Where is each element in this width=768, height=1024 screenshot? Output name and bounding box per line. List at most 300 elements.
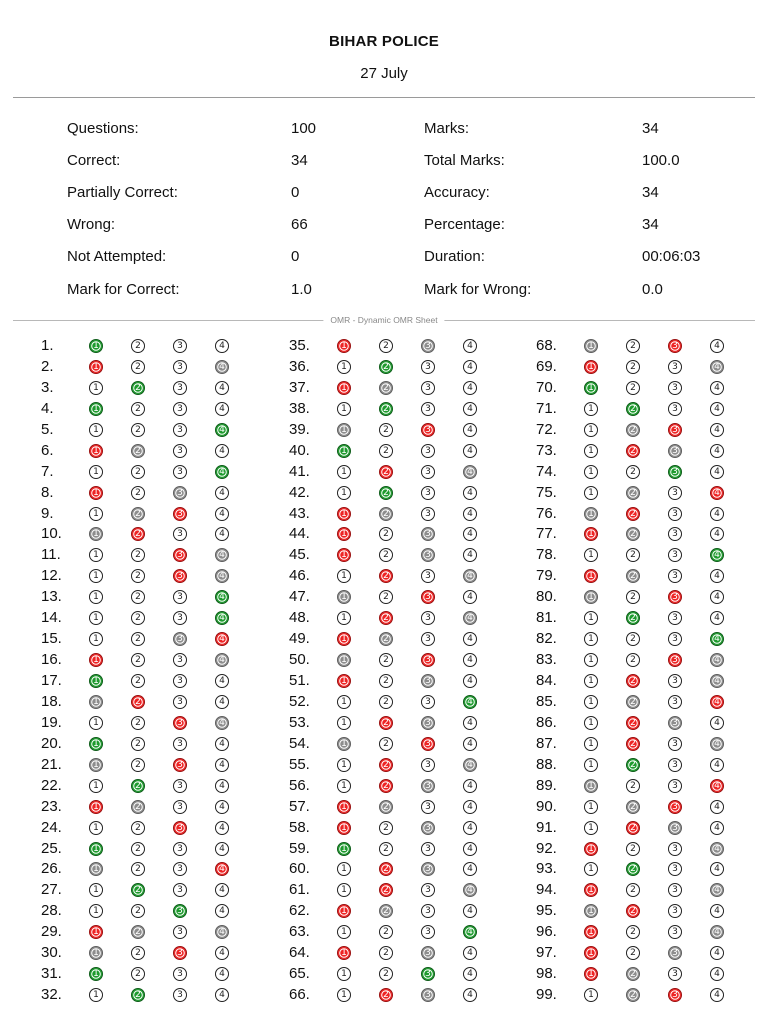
option-bubble-2: 2	[131, 779, 145, 793]
option-bubble-1: 1	[89, 486, 103, 500]
option-bubble-4: 4	[215, 695, 229, 709]
question-row	[536, 692, 768, 713]
option-bubble-2: 2	[379, 507, 393, 521]
option-bubble-4: 4	[463, 423, 477, 437]
question-number: 26.	[41, 860, 62, 878]
question-column-2	[289, 336, 539, 1006]
option-bubble-2: 2	[131, 946, 145, 960]
option-bubble-4: 4	[215, 737, 229, 751]
option-bubble-3: 3	[668, 716, 682, 730]
question-row	[536, 818, 768, 839]
option-bubble-4: 4	[463, 611, 477, 625]
question-number: 10.	[41, 525, 62, 543]
question-row	[289, 671, 539, 692]
question-number: 14.	[41, 609, 62, 627]
question-row	[289, 608, 539, 629]
option-bubble-3: 3	[421, 988, 435, 1002]
option-bubble-1: 1	[89, 800, 103, 814]
option-bubble-2: 2	[626, 716, 640, 730]
option-bubble-1: 1	[89, 381, 103, 395]
option-bubble-3: 3	[421, 904, 435, 918]
option-bubble-1: 1	[337, 548, 351, 562]
option-bubble-2: 2	[131, 716, 145, 730]
option-bubble-3: 3	[173, 904, 187, 918]
option-bubble-2: 2	[131, 758, 145, 772]
option-bubble-4: 4	[215, 842, 229, 856]
option-bubble-3: 3	[668, 569, 682, 583]
option-bubble-3: 3	[421, 946, 435, 960]
option-bubble-1: 1	[337, 590, 351, 604]
option-bubble-2: 2	[626, 590, 640, 604]
option-bubble-3: 3	[421, 507, 435, 521]
question-row	[41, 357, 291, 378]
question-row	[536, 943, 768, 964]
question-number: 5.	[41, 420, 54, 438]
option-bubble-2: 2	[626, 360, 640, 374]
question-number: 22.	[41, 776, 62, 794]
question-row	[41, 943, 291, 964]
question-row	[41, 797, 291, 818]
option-bubble-2: 2	[131, 402, 145, 416]
option-bubble-1: 1	[337, 486, 351, 500]
option-bubble-2: 2	[626, 674, 640, 688]
question-number: 93.	[536, 860, 557, 878]
option-bubble-3: 3	[421, 465, 435, 479]
question-row	[289, 441, 539, 462]
question-row	[289, 901, 539, 922]
option-bubble-3: 3	[173, 402, 187, 416]
option-bubble-2: 2	[626, 611, 640, 625]
option-bubble-4: 4	[710, 590, 724, 604]
option-bubble-4: 4	[215, 946, 229, 960]
question-row	[289, 859, 539, 880]
stat-label: Questions:	[67, 120, 139, 137]
question-number: 54.	[289, 734, 310, 752]
option-bubble-3: 3	[668, 967, 682, 981]
stat-value: 0.0	[642, 281, 663, 298]
option-bubble-1: 1	[337, 842, 351, 856]
question-number: 48.	[289, 609, 310, 627]
stat-value: 100	[291, 120, 317, 137]
option-bubble-3: 3	[668, 381, 682, 395]
question-number: 97.	[536, 944, 557, 962]
option-bubble-2: 2	[131, 486, 145, 500]
option-bubble-1: 1	[337, 716, 351, 730]
question-number: 46.	[289, 567, 310, 585]
option-bubble-1: 1	[584, 527, 598, 541]
question-row	[536, 755, 768, 776]
option-bubble-1: 1	[89, 465, 103, 479]
question-number: 79.	[536, 567, 557, 585]
question-row	[289, 755, 539, 776]
option-bubble-3: 3	[668, 590, 682, 604]
option-bubble-2: 2	[131, 988, 145, 1002]
option-bubble-2: 2	[626, 507, 640, 521]
option-bubble-1: 1	[89, 988, 103, 1002]
option-bubble-3: 3	[421, 758, 435, 772]
option-bubble-3: 3	[421, 590, 435, 604]
question-number: 60.	[289, 860, 310, 878]
question-number: 92.	[536, 839, 557, 857]
question-row	[289, 818, 539, 839]
option-bubble-2: 2	[131, 423, 145, 437]
option-bubble-4: 4	[215, 569, 229, 583]
question-number: 66.	[289, 986, 310, 1004]
option-bubble-3: 3	[173, 444, 187, 458]
question-row	[536, 922, 768, 943]
question-row	[536, 420, 768, 441]
option-bubble-1: 1	[584, 632, 598, 646]
question-row	[41, 608, 291, 629]
question-row	[41, 441, 291, 462]
option-bubble-1: 1	[337, 674, 351, 688]
question-row	[289, 545, 539, 566]
option-bubble-1: 1	[337, 758, 351, 772]
option-bubble-1: 1	[584, 611, 598, 625]
option-bubble-2: 2	[626, 737, 640, 751]
option-bubble-3: 3	[173, 381, 187, 395]
option-bubble-1: 1	[337, 862, 351, 876]
stat-label: Mark for Correct:	[67, 281, 180, 298]
question-number: 18.	[41, 692, 62, 710]
question-row	[536, 545, 768, 566]
option-bubble-2: 2	[626, 779, 640, 793]
option-bubble-4: 4	[215, 611, 229, 625]
option-bubble-3: 3	[421, 486, 435, 500]
option-bubble-4: 4	[710, 360, 724, 374]
question-row	[289, 504, 539, 525]
question-number: 81.	[536, 609, 557, 627]
question-row	[41, 378, 291, 399]
option-bubble-2: 2	[379, 465, 393, 479]
question-number: 84.	[536, 672, 557, 689]
exam-date: 27 July	[360, 65, 408, 82]
option-bubble-4: 4	[710, 862, 724, 876]
option-bubble-4: 4	[710, 946, 724, 960]
option-bubble-2: 2	[131, 883, 145, 897]
option-bubble-2: 2	[131, 590, 145, 604]
option-bubble-1: 1	[584, 423, 598, 437]
question-row	[536, 524, 768, 545]
option-bubble-3: 3	[173, 339, 187, 353]
option-bubble-2: 2	[131, 548, 145, 562]
question-number: 24.	[41, 818, 62, 836]
option-bubble-2: 2	[131, 507, 145, 521]
option-bubble-1: 1	[584, 821, 598, 835]
option-bubble-3: 3	[173, 527, 187, 541]
option-bubble-1: 1	[89, 862, 103, 876]
option-bubble-4: 4	[463, 904, 477, 918]
option-bubble-2: 2	[379, 486, 393, 500]
option-bubble-1: 1	[584, 988, 598, 1002]
question-number: 29.	[41, 923, 62, 941]
option-bubble-4: 4	[215, 800, 229, 814]
option-bubble-3: 3	[421, 381, 435, 395]
question-row	[289, 587, 539, 608]
question-number: 88.	[536, 755, 557, 773]
option-bubble-4: 4	[710, 402, 724, 416]
stat-value: 100.0	[642, 152, 680, 169]
question-row	[289, 692, 539, 713]
question-row	[536, 462, 768, 483]
question-row	[536, 985, 768, 1006]
option-bubble-4: 4	[215, 465, 229, 479]
option-bubble-3: 3	[173, 465, 187, 479]
option-bubble-2: 2	[379, 590, 393, 604]
option-bubble-1: 1	[89, 674, 103, 688]
option-bubble-4: 4	[463, 381, 477, 395]
option-bubble-3: 3	[421, 444, 435, 458]
option-bubble-4: 4	[463, 569, 477, 583]
question-row	[289, 964, 539, 985]
option-bubble-1: 1	[584, 925, 598, 939]
question-number: 47.	[289, 588, 310, 606]
option-bubble-2: 2	[131, 925, 145, 939]
question-number: 49.	[289, 630, 310, 648]
question-row	[536, 336, 768, 357]
option-bubble-3: 3	[173, 758, 187, 772]
option-bubble-3: 3	[173, 737, 187, 751]
option-bubble-3: 3	[421, 611, 435, 625]
option-bubble-4: 4	[710, 842, 724, 856]
option-bubble-4: 4	[710, 883, 724, 897]
option-bubble-4: 4	[463, 465, 477, 479]
question-row	[41, 776, 291, 797]
option-bubble-4: 4	[463, 444, 477, 458]
option-bubble-2: 2	[131, 904, 145, 918]
question-row	[41, 839, 291, 860]
option-bubble-1: 1	[584, 465, 598, 479]
option-bubble-3: 3	[668, 402, 682, 416]
question-number: 38.	[289, 399, 310, 417]
option-bubble-4: 4	[463, 779, 477, 793]
option-bubble-1: 1	[584, 862, 598, 876]
option-bubble-3: 3	[421, 779, 435, 793]
question-number: 11.	[41, 546, 61, 564]
option-bubble-4: 4	[463, 507, 477, 521]
option-bubble-1: 1	[337, 381, 351, 395]
stat-value: 34	[642, 216, 659, 233]
question-number: 56.	[289, 776, 310, 794]
option-bubble-3: 3	[173, 967, 187, 981]
question-row	[536, 650, 768, 671]
option-bubble-3: 3	[173, 695, 187, 709]
option-bubble-4: 4	[215, 674, 229, 688]
question-number: 99.	[536, 986, 557, 1004]
question-number: 52.	[289, 692, 310, 710]
option-bubble-2: 2	[379, 444, 393, 458]
question-column-1	[41, 336, 291, 1006]
question-row	[536, 713, 768, 734]
option-bubble-4: 4	[463, 695, 477, 709]
omr-divider	[13, 315, 755, 325]
question-number: 17.	[41, 672, 62, 689]
question-number: 8.	[41, 483, 54, 501]
option-bubble-4: 4	[463, 925, 477, 939]
option-bubble-3: 3	[668, 821, 682, 835]
question-number: 77.	[536, 525, 557, 543]
question-number: 68.	[536, 337, 557, 354]
stat-label: Correct:	[67, 152, 121, 169]
question-number: 35.	[289, 337, 310, 354]
option-bubble-3: 3	[668, 444, 682, 458]
option-bubble-2: 2	[379, 381, 393, 395]
option-bubble-4: 4	[463, 653, 477, 667]
option-bubble-3: 3	[421, 527, 435, 541]
option-bubble-2: 2	[379, 402, 393, 416]
option-bubble-2: 2	[379, 339, 393, 353]
option-bubble-4: 4	[463, 800, 477, 814]
option-bubble-2: 2	[131, 695, 145, 709]
option-bubble-1: 1	[89, 611, 103, 625]
option-bubble-3: 3	[173, 548, 187, 562]
question-number: 19.	[41, 713, 62, 731]
option-bubble-3: 3	[668, 423, 682, 437]
option-bubble-2: 2	[379, 423, 393, 437]
option-bubble-4: 4	[463, 967, 477, 981]
option-bubble-1: 1	[337, 821, 351, 835]
option-bubble-2: 2	[131, 842, 145, 856]
option-bubble-2: 2	[626, 967, 640, 981]
option-bubble-1: 1	[584, 507, 598, 521]
omr-sheet-label: OMR - Dynamic OMR Sheet	[323, 315, 444, 325]
question-row	[289, 713, 539, 734]
question-number: 82.	[536, 630, 557, 648]
option-bubble-1: 1	[337, 967, 351, 981]
question-row	[41, 671, 291, 692]
option-bubble-2: 2	[379, 674, 393, 688]
option-bubble-4: 4	[215, 653, 229, 667]
question-number: 70.	[536, 378, 557, 396]
question-row	[41, 880, 291, 901]
option-bubble-2: 2	[626, 925, 640, 939]
question-number: 61.	[289, 881, 310, 899]
question-row	[289, 922, 539, 943]
option-bubble-4: 4	[463, 590, 477, 604]
option-bubble-2: 2	[626, 758, 640, 772]
question-row	[289, 336, 539, 357]
question-number: 1.	[41, 337, 54, 354]
question-row	[289, 776, 539, 797]
option-bubble-3: 3	[421, 842, 435, 856]
option-bubble-1: 1	[337, 800, 351, 814]
option-bubble-3: 3	[173, 988, 187, 1002]
option-bubble-4: 4	[463, 339, 477, 353]
option-bubble-4: 4	[215, 632, 229, 646]
question-row	[536, 859, 768, 880]
option-bubble-4: 4	[710, 423, 724, 437]
option-bubble-3: 3	[668, 674, 682, 688]
option-bubble-4: 4	[215, 904, 229, 918]
option-bubble-1: 1	[89, 925, 103, 939]
option-bubble-3: 3	[421, 967, 435, 981]
question-number: 85.	[536, 692, 557, 710]
option-bubble-2: 2	[626, 862, 640, 876]
option-bubble-3: 3	[668, 737, 682, 751]
option-bubble-2: 2	[379, 904, 393, 918]
option-bubble-3: 3	[173, 779, 187, 793]
option-bubble-3: 3	[668, 842, 682, 856]
question-row	[41, 734, 291, 755]
option-bubble-3: 3	[668, 486, 682, 500]
option-bubble-2: 2	[379, 988, 393, 1002]
question-row	[289, 483, 539, 504]
stat-label: Not Attempted:	[67, 248, 167, 265]
option-bubble-4: 4	[215, 590, 229, 604]
question-number: 63.	[289, 923, 310, 941]
question-row	[41, 859, 291, 880]
question-number: 41.	[289, 462, 310, 480]
option-bubble-4: 4	[710, 339, 724, 353]
option-bubble-1: 1	[337, 339, 351, 353]
option-bubble-1: 1	[337, 360, 351, 374]
option-bubble-4: 4	[710, 653, 724, 667]
option-bubble-3: 3	[173, 842, 187, 856]
option-bubble-2: 2	[626, 465, 640, 479]
option-bubble-4: 4	[710, 695, 724, 709]
option-bubble-1: 1	[584, 800, 598, 814]
option-bubble-2: 2	[131, 611, 145, 625]
stat-label: Wrong:	[67, 216, 116, 233]
question-row	[41, 566, 291, 587]
option-bubble-2: 2	[131, 674, 145, 688]
option-bubble-3: 3	[668, 862, 682, 876]
exam-title: BIHAR POLICE	[329, 33, 439, 50]
stat-label: Percentage:	[424, 216, 505, 233]
question-number: 53.	[289, 713, 310, 731]
option-bubble-2: 2	[379, 842, 393, 856]
question-number: 25.	[41, 839, 62, 857]
option-bubble-2: 2	[626, 821, 640, 835]
question-number: 3.	[41, 378, 54, 396]
question-column-3	[536, 336, 768, 1006]
option-bubble-1: 1	[89, 548, 103, 562]
option-bubble-1: 1	[584, 904, 598, 918]
option-bubble-4: 4	[215, 716, 229, 730]
option-bubble-1: 1	[337, 925, 351, 939]
question-number: 58.	[289, 818, 310, 836]
question-row	[536, 357, 768, 378]
option-bubble-3: 3	[421, 569, 435, 583]
option-bubble-1: 1	[89, 632, 103, 646]
question-row	[41, 922, 291, 943]
question-row	[41, 336, 291, 357]
question-number: 45.	[289, 546, 310, 564]
option-bubble-1: 1	[337, 695, 351, 709]
option-bubble-1: 1	[89, 737, 103, 751]
question-number: 95.	[536, 902, 557, 920]
option-bubble-2: 2	[131, 444, 145, 458]
option-bubble-4: 4	[710, 904, 724, 918]
question-number: 12.	[41, 567, 62, 585]
option-bubble-2: 2	[379, 716, 393, 730]
option-bubble-3: 3	[173, 569, 187, 583]
option-bubble-2: 2	[131, 339, 145, 353]
option-bubble-4: 4	[710, 569, 724, 583]
option-bubble-3: 3	[421, 925, 435, 939]
question-number: 27.	[41, 881, 62, 899]
option-bubble-4: 4	[463, 862, 477, 876]
option-bubble-4: 4	[463, 527, 477, 541]
option-bubble-2: 2	[131, 862, 145, 876]
option-bubble-1: 1	[89, 695, 103, 709]
option-bubble-2: 2	[626, 904, 640, 918]
option-bubble-4: 4	[215, 444, 229, 458]
option-bubble-3: 3	[421, 548, 435, 562]
option-bubble-2: 2	[626, 988, 640, 1002]
option-bubble-4: 4	[215, 381, 229, 395]
question-number: 20.	[41, 734, 62, 752]
